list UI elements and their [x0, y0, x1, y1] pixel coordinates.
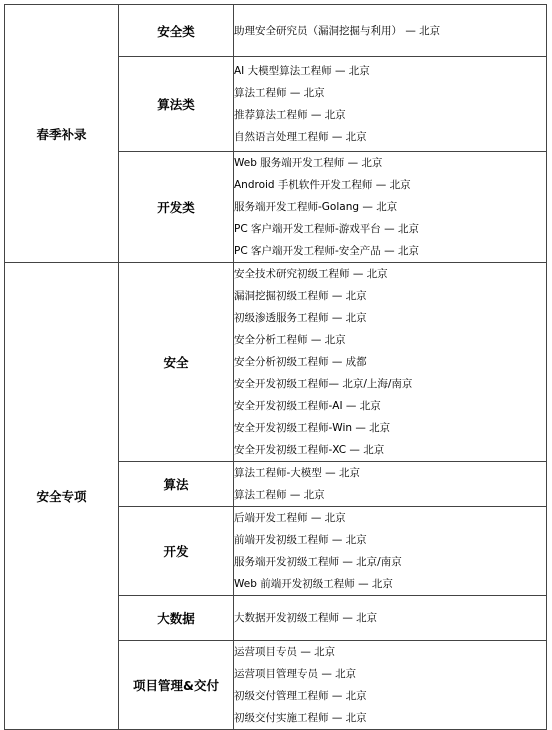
role-list	[234, 263, 546, 461]
list-item: 算法工程师-大模型 — 北京	[234, 467, 360, 479]
role-list	[234, 507, 546, 595]
role-cell	[234, 263, 547, 462]
group-label: 春季补录	[5, 5, 119, 263]
group-label: 安全专项	[5, 263, 119, 730]
role-list	[234, 462, 546, 506]
list-item: 安全开发初级工程师-XC — 北京	[234, 444, 385, 456]
category-label: 开发	[119, 507, 234, 596]
list-item: 安全分析初级工程师 — 成都	[234, 356, 367, 368]
list-item: 自然语言处理工程师 — 北京	[234, 131, 367, 143]
list-item: 推荐算法工程师 — 北京	[234, 109, 346, 121]
list-item: 算法工程师 — 北京	[234, 87, 325, 99]
list-item: 安全开发初级工程师-Win — 北京	[234, 422, 391, 434]
list-item: PC 客户端开发工程师-安全产品 — 北京	[234, 245, 419, 257]
list-item: 安全分析工程师 — 北京	[234, 334, 346, 346]
list-item: 助理安全研究员（漏洞挖掘与利用） — 北京	[234, 24, 441, 37]
list-item: 服务端开发工程师-Golang — 北京	[234, 201, 398, 213]
role-list	[234, 641, 546, 729]
role-cell	[234, 596, 547, 641]
category-label: 大数据	[119, 596, 234, 641]
job-table	[4, 4, 547, 730]
table-row	[5, 5, 547, 57]
category-label: 安全	[119, 263, 234, 462]
list-item: 漏洞挖掘初级工程师 — 北京	[234, 290, 367, 302]
list-item: 算法工程师 — 北京	[234, 489, 325, 501]
list-item: PC 客户端开发工程师-游戏平台 — 北京	[234, 223, 419, 235]
role-list	[234, 152, 546, 262]
list-item: 运营项目专员 — 北京	[234, 646, 336, 658]
list-item: 大数据开发初级工程师 — 北京	[234, 612, 378, 624]
list-item: 安全开发初级工程师— 北京/上海/南京	[234, 378, 413, 390]
list-item: 安全技术研究初级工程师 — 北京	[234, 268, 388, 280]
category-label: 项目管理&交付	[119, 641, 234, 730]
role-list	[234, 20, 546, 42]
list-item: 初级渗透服务工程师 — 北京	[234, 312, 367, 324]
category-label: 算法类	[119, 57, 234, 152]
role-cell	[234, 641, 547, 730]
list-item: 初级交付管理工程师 — 北京	[234, 690, 367, 702]
list-item: 前端开发初级工程师 — 北京	[234, 534, 367, 546]
role-cell	[234, 462, 547, 507]
role-cell	[234, 507, 547, 596]
list-item: 运营项目管理专员 — 北京	[234, 668, 357, 680]
list-item: 安全开发初级工程师-AI — 北京	[234, 400, 381, 412]
list-item: AI 大模型算法工程师 — 北京	[234, 65, 370, 77]
category-label: 安全类	[119, 5, 234, 57]
category-label: 开发类	[119, 152, 234, 263]
role-list	[234, 607, 546, 629]
list-item: 服务端开发初级工程师 — 北京/南京	[234, 556, 402, 568]
list-item: Web 前端开发初级工程师 — 北京	[234, 578, 393, 590]
list-item: 后端开发工程师 — 北京	[234, 512, 346, 524]
role-cell	[234, 152, 547, 263]
list-item: 初级交付实施工程师 — 北京	[234, 712, 367, 724]
role-cell	[234, 5, 547, 57]
table-row	[5, 263, 547, 462]
list-item: Web 服务端开发工程师 — 北京	[234, 157, 383, 169]
list-item: Android 手机软件开发工程师 — 北京	[234, 179, 411, 191]
role-cell	[234, 57, 547, 152]
category-label: 算法	[119, 462, 234, 507]
role-list	[234, 60, 546, 148]
